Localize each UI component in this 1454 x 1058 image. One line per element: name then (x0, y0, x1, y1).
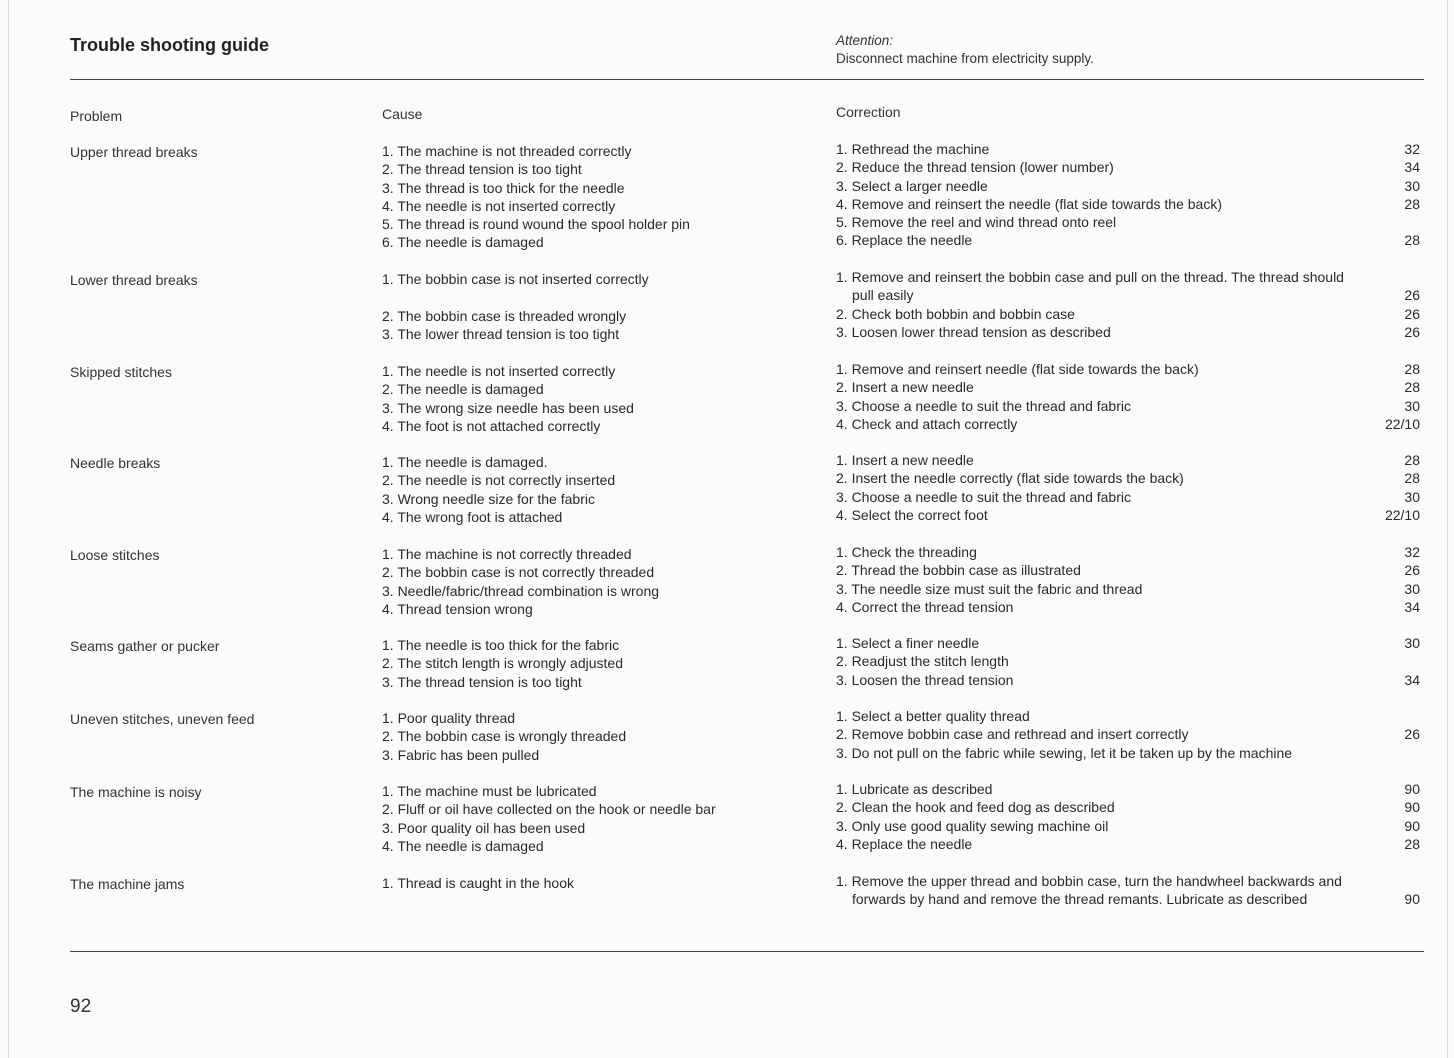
correction-text: 1. Remove and reinsert the bobbin case and pull on the thread. The thread should pull easily (836, 269, 1344, 304)
correction-text: 2. Clean the hook and feed dog as described (836, 799, 1115, 816)
correction-item (836, 671, 1420, 689)
attention-label: Attention: (836, 33, 894, 48)
problem-label: The machine jams (70, 876, 185, 892)
problem-label: Skipped stitches (70, 364, 172, 380)
page-reference: 22/10 (1384, 506, 1420, 523)
correction-text: 3. Do not pull on the fabric while sewing, let it be taken up by the machine (836, 744, 1293, 761)
page-reference: 28 (1404, 195, 1420, 212)
cause-list (382, 636, 802, 691)
header-problem: Problem (70, 108, 123, 124)
correction-item (836, 378, 1420, 396)
cause-list (382, 782, 802, 855)
top-rule (70, 79, 1424, 80)
problem-label: Loose stitches (70, 547, 160, 563)
correction-item (836, 598, 1420, 616)
correction-item (836, 488, 1420, 506)
correction-list (836, 872, 1420, 909)
correction-text: 1. Insert a new needle (836, 452, 974, 468)
cause-item: 2. The bobbin case is wrongly threaded (382, 728, 627, 745)
correction-text: 3. Choose a needle to suit the thread and fabric (836, 397, 1131, 414)
correction-text: 2. Remove bobbin case and rethread and insert correctly (836, 726, 1189, 743)
correction-list (836, 140, 1420, 250)
cause-list (382, 142, 802, 252)
cause-item: 2. The thread tension is too tight (382, 161, 582, 178)
cause-item: 5. The thread is round wound the spool holder pin (382, 216, 690, 233)
correction-list (836, 707, 1420, 762)
page-right-edge (1447, 0, 1448, 1058)
cause-item: 3. The lower thread tension is too tight (382, 325, 620, 342)
correction-text: 5. Remove the reel and wind thread onto reel (836, 214, 1117, 231)
problem-label: The machine is noisy (70, 784, 202, 800)
correction-item (836, 268, 1420, 305)
cause-item: 2. Fluff or oil have collected on the hook or needle bar (382, 801, 716, 818)
correction-text: 1. Lubricate as described (836, 781, 993, 797)
correction-text: 3. Loosen the thread tension (836, 671, 1014, 688)
correction-list (836, 543, 1420, 616)
page-title: Trouble shooting guide (70, 35, 269, 55)
correction-list (836, 451, 1420, 524)
page-number: 92 (70, 996, 92, 1017)
page-reference: 26 (1404, 287, 1420, 304)
page-reference: 34 (1404, 598, 1420, 615)
cause-item: 2. The bobbin case is threaded wrongly (382, 307, 627, 324)
cause-list (382, 270, 802, 343)
cause-item: 4. Thread tension wrong (382, 600, 533, 617)
correction-text: 1. Rethread the machine (836, 141, 990, 157)
correction-text: 6. Replace the needle (836, 232, 973, 249)
correction-item (836, 177, 1420, 195)
correction-item (836, 213, 1420, 231)
page-reference: 34 (1404, 671, 1420, 688)
page-reference: 28 (1404, 835, 1420, 852)
correction-item (836, 580, 1420, 598)
page-reference: 30 (1404, 635, 1420, 651)
problem-label: Uneven stitches, uneven feed (70, 711, 255, 727)
page-reference: 90 (1404, 799, 1420, 816)
correction-item (836, 469, 1420, 487)
page-reference: 28 (1404, 452, 1420, 468)
cause-item: 4. The wrong foot is attached (382, 508, 563, 525)
page-reference: 90 (1404, 817, 1420, 834)
page-reference: 32 (1404, 544, 1420, 560)
header-correction: Correction (836, 104, 901, 120)
page-reference: 28 (1404, 379, 1420, 396)
correction-item (836, 451, 1420, 469)
correction-text: 3. The needle size must suit the fabric and thread (836, 580, 1143, 597)
correction-text: 2. Insert the needle correctly (flat side towards the back) (836, 470, 1184, 487)
correction-text: 4. Select the correct foot (836, 506, 988, 523)
cause-item: 1. The needle is too thick for the fabric (382, 637, 620, 653)
correction-list (836, 634, 1420, 689)
correction-item (836, 780, 1420, 798)
page-reference: 22/10 (1384, 415, 1420, 432)
cause-item: 3. Needle/fabric/thread combination is wrong (382, 582, 660, 599)
correction-list (836, 268, 1420, 341)
cause-item: 4. The needle is damaged (382, 837, 544, 854)
cause-item: 6. The needle is damaged (382, 234, 544, 251)
cause-list (382, 545, 802, 618)
correction-item (836, 305, 1420, 323)
correction-item (836, 798, 1420, 816)
cause-item: 1. The bobbin case is not inserted correctly (382, 271, 649, 287)
cause-item: 3. Wrong needle size for the fabric (382, 490, 595, 507)
cause-list (382, 453, 802, 526)
page-reference: 28 (1404, 470, 1420, 487)
cause-item: 2. The needle is not correctly inserted (382, 472, 616, 489)
correction-text: 3. Only use good quality sewing machine oil (836, 817, 1109, 834)
correction-item (836, 725, 1420, 743)
correction-item (836, 872, 1420, 909)
cause-item: 3. Poor quality oil has been used (382, 819, 586, 836)
correction-text: 2. Check both bobbin and bobbin case (836, 305, 1075, 322)
cause-item: 3. Fabric has been pulled (382, 746, 540, 763)
cause-item: 4. The needle is not inserted correctly (382, 197, 616, 214)
cause-item: 4. The foot is not attached correctly (382, 417, 601, 434)
page-reference: 26 (1404, 323, 1420, 340)
correction-item (836, 561, 1420, 579)
header-cause: Cause (382, 106, 423, 122)
correction-item (836, 835, 1420, 853)
page-reference: 30 (1404, 397, 1420, 414)
correction-item (836, 634, 1420, 652)
correction-list (836, 780, 1420, 853)
page-left-edge (8, 0, 9, 1058)
attention-text: Disconnect machine from electricity supply. (836, 51, 1094, 66)
correction-item (836, 323, 1420, 341)
cause-item: 1. The needle is not inserted correctly (382, 363, 616, 379)
correction-item (836, 415, 1420, 433)
correction-text: 4. Replace the needle (836, 835, 973, 852)
cause-list (382, 874, 802, 892)
correction-text: 4. Check and attach correctly (836, 415, 1018, 432)
page-reference: 26 (1404, 305, 1420, 322)
correction-list (836, 360, 1420, 433)
correction-text: 2. Readjust the stitch length (836, 653, 1009, 670)
correction-item (836, 817, 1420, 835)
cause-item: 1. The machine must be lubricated (382, 783, 597, 799)
cause-item: 1. The machine is not correctly threaded (382, 546, 632, 562)
correction-text: 1. Select a better quality thread (836, 708, 1030, 724)
correction-item (836, 360, 1420, 378)
problem-label: Lower thread breaks (70, 272, 198, 288)
page-reference: 90 (1404, 891, 1420, 908)
page-reference: 90 (1404, 781, 1420, 797)
cause-item: 2. The bobbin case is not correctly threaded (382, 564, 655, 581)
correction-item (836, 231, 1420, 249)
correction-text: 3. Loosen lower thread tension as described (836, 323, 1111, 340)
correction-text: 3. Select a larger needle (836, 177, 988, 194)
cause-item: 1. The needle is damaged. (382, 454, 548, 470)
correction-item (836, 195, 1420, 213)
cause-item: 3. The thread is too thick for the needle (382, 179, 625, 196)
cause-item: 1. Thread is caught in the hook (382, 875, 574, 891)
cause-item: 2. The needle is damaged (382, 381, 544, 398)
cause-item: 3. The wrong size needle has been used (382, 399, 634, 416)
correction-item (836, 652, 1420, 670)
attention-note (836, 32, 1094, 68)
page-reference: 26 (1404, 726, 1420, 743)
page-reference: 28 (1404, 232, 1420, 249)
problem-label: Seams gather or pucker (70, 638, 220, 654)
correction-text: 1. Select a finer needle (836, 635, 980, 651)
correction-text: 1. Remove and reinsert needle (flat side towards the back) (836, 361, 1199, 377)
cause-item: 2. The stitch length is wrongly adjusted (382, 655, 623, 672)
cause-list (382, 362, 802, 435)
correction-text: 3. Choose a needle to suit the thread and fabric (836, 488, 1131, 505)
correction-text: 2. Thread the bobbin case as illustrated (836, 562, 1081, 579)
problem-label: Needle breaks (70, 455, 161, 471)
page-reference: 30 (1404, 177, 1420, 194)
correction-text: 2. Reduce the thread tension (lower number) (836, 159, 1114, 176)
page-reference: 30 (1404, 580, 1420, 597)
correction-item (836, 158, 1420, 176)
cause-spacer (382, 288, 802, 306)
cause-list (382, 709, 802, 764)
correction-item (836, 397, 1420, 415)
correction-item (836, 543, 1420, 561)
correction-item (836, 744, 1420, 762)
correction-text: 4. Remove and reinsert the needle (flat side towards the back) (836, 195, 1222, 212)
cause-item: 1. Poor quality thread (382, 710, 516, 726)
bottom-rule (70, 951, 1424, 952)
correction-text: 1. Remove the upper thread and bobbin case, turn the handwheel backwards and forwards by hand and remove the thread remants. Lubricate as described (836, 873, 1342, 908)
correction-item (836, 140, 1420, 158)
page-reference: 32 (1404, 141, 1420, 157)
page-reference: 30 (1404, 488, 1420, 505)
page-reference: 26 (1404, 562, 1420, 579)
correction-text: 2. Insert a new needle (836, 379, 974, 396)
cause-item: 1. The machine is not threaded correctly (382, 143, 632, 159)
problem-label: Upper thread breaks (70, 144, 198, 160)
page-reference: 28 (1404, 361, 1420, 377)
correction-item (836, 707, 1420, 725)
correction-item (836, 506, 1420, 524)
correction-text: 4. Correct the thread tension (836, 598, 1014, 615)
page-reference: 34 (1404, 159, 1420, 176)
cause-item: 3. The thread tension is too tight (382, 673, 582, 690)
correction-text: 1. Check the threading (836, 544, 977, 560)
